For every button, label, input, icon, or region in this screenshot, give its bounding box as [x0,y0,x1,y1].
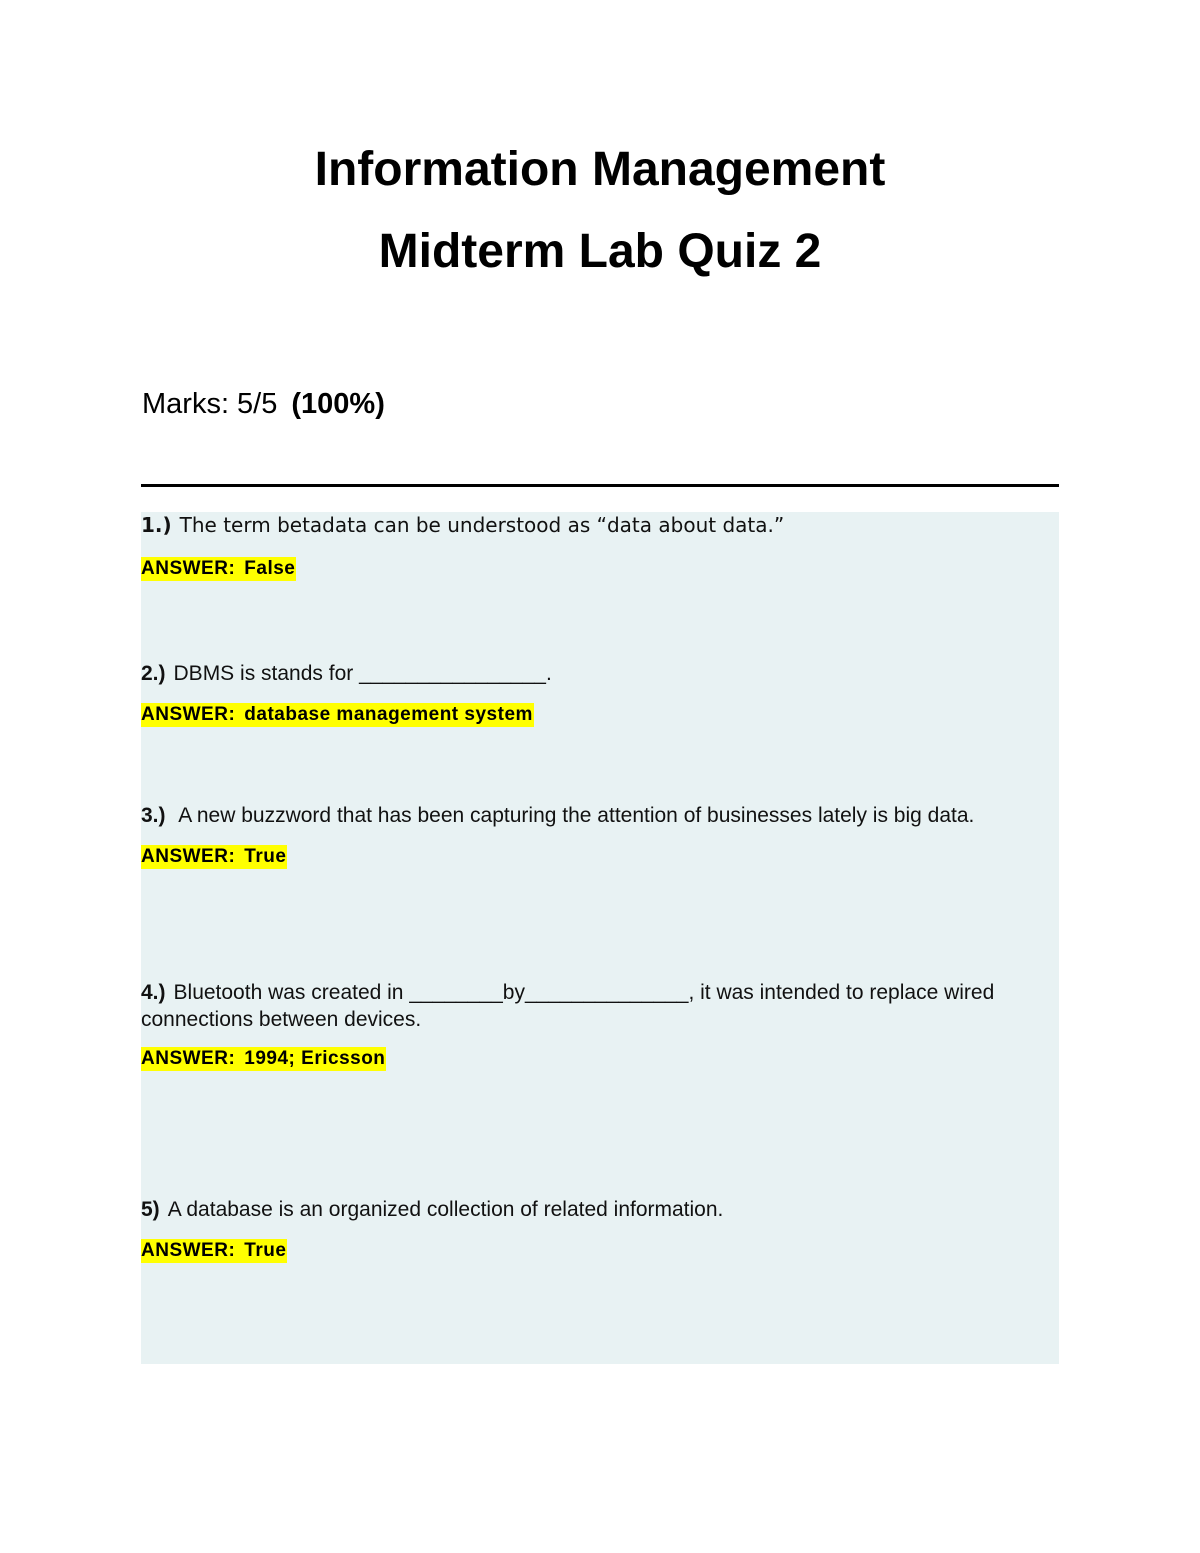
question-text: The term betadata can be understood as “data about data.” [179,513,785,537]
answer-value: database management system [244,704,533,725]
answer-2 [141,703,534,727]
answer-4 [141,1047,386,1071]
answer-value: 1994; Ericsson [244,1048,386,1069]
answer-label: ANSWER: [141,704,236,725]
answer-3 [141,845,287,869]
answer-5 [141,1239,287,1263]
answer-label: ANSWER: [141,1240,236,1261]
question-1 [141,512,1041,539]
question-number: 2.) [141,662,166,685]
question-3 [141,802,1041,829]
answer-label: ANSWER: [141,846,236,867]
question-text: DBMS is stands for ________________. [173,662,552,685]
question-text: A database is an organized collection of related information. [167,1198,724,1221]
question-text: A new buzzword that has been capturing the attention of businesses lately is big data. [173,804,975,827]
score-line [142,386,385,422]
marks-label: Marks: 5/5 [142,388,278,420]
answer-1 [141,557,296,581]
question-number: 1.) [141,513,172,537]
questions-panel [141,512,1059,1364]
question-number: 4.) [141,981,166,1004]
document-subtitle: Midterm Lab Quiz 2 [378,225,822,278]
question-2 [141,660,1041,687]
answer-value: False [244,558,296,579]
question-5 [141,1196,1041,1223]
question-4 [141,979,1021,1033]
answer-label: ANSWER: [141,1048,236,1069]
marks-percent: (100%) [291,388,385,420]
question-number: 3.) [141,804,166,827]
document-title: Information Management [314,143,886,196]
question-number: 5) [141,1198,160,1221]
answer-value: True [244,846,287,867]
question-text: Bluetooth was created in ________by______________, it was intended to replace wired connections between devices. [141,981,995,1031]
horizontal-divider [141,484,1059,487]
answer-value: True [244,1240,287,1261]
answer-label: ANSWER: [141,558,236,579]
